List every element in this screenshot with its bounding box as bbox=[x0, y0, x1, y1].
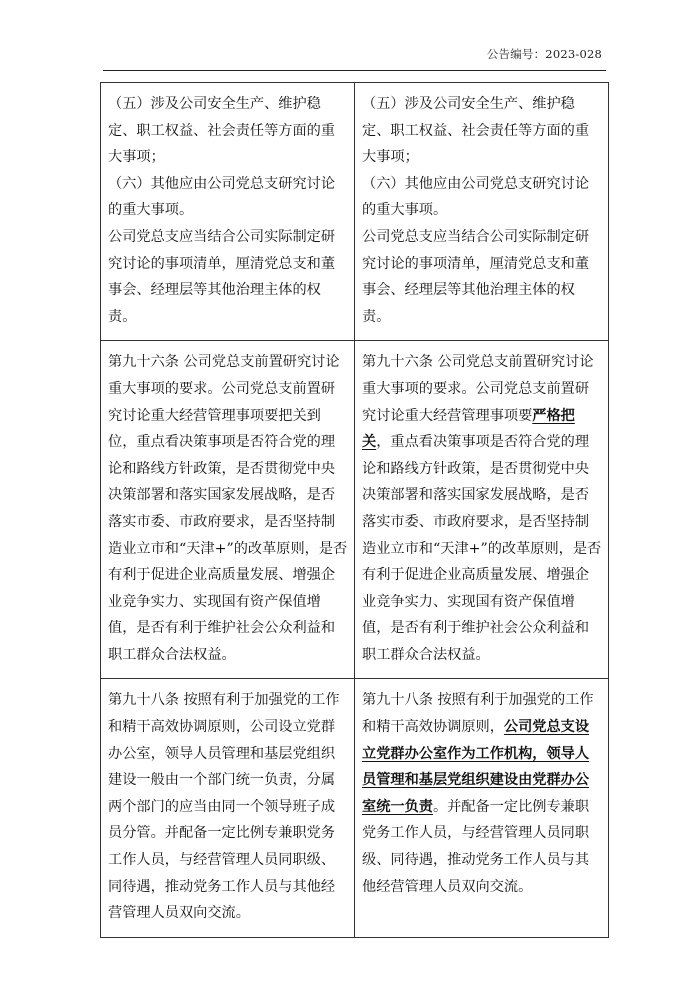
paragraph bbox=[108, 224, 348, 330]
table-row bbox=[101, 341, 609, 679]
paragraph-text: 公司党总支应当结合公司实际制定研究讨论的事项清单，厘清党总支和董事会、经理层等其他治理主体的权责。 bbox=[362, 228, 590, 325]
comparison-table-body bbox=[101, 83, 609, 938]
paragraph-text: ，重点看决策事项是否符合党的理论和路线方针政策，是否贯彻党中央决策部署和落实国家发展战略，是否落实市委、市政府要求，是否坚持制造业立市和“天津+”的改革原则，是否有利于促进企业高质量发展、增强企业竞争实力、实现国有资产保值增值，是否有利于维护社会公众利益和职工群众合法权益。 bbox=[362, 434, 602, 663]
paragraph bbox=[108, 349, 348, 668]
paragraph-text: （六）其他应由公司党总支研究讨论的重大事项。 bbox=[362, 175, 590, 219]
paragraph bbox=[362, 687, 602, 900]
revised-text-cell bbox=[355, 83, 609, 341]
paragraph bbox=[108, 91, 348, 171]
revised-text-cell bbox=[355, 679, 609, 937]
table-row bbox=[101, 83, 609, 341]
original-text-cell bbox=[101, 83, 355, 341]
paragraph-text: 。并配备一定比例专兼职党务工作人员，与经营管理人员同职级、同待遇，推动党务工作人员与其他经营管理人员双向交流。 bbox=[362, 798, 590, 895]
announcement-number: 公告编号：2023-028 bbox=[486, 47, 602, 61]
paragraph bbox=[108, 687, 348, 926]
revised-text-cell bbox=[355, 341, 609, 679]
revised-highlight-text: 公司党总支设立党群办公室作为工作机构，领导人员管理和基层党组织建设由党群办公室统一负责 bbox=[362, 719, 590, 815]
paragraph-text: 第九十八条 按照有利于加强党的工作和精干高效协调原则， bbox=[362, 692, 594, 736]
paragraph-text: 第九十六条 公司党总支前置研究讨论重大事项的要求。公司党总支前置研究讨论重大经营管理事项要把关到位，重点看决策事项是否符合党的理论和路线方针政策，是否贯彻党中央决策部署和落实国家发展战略，是否落实市委、市政府要求，是否坚持制造业立市和“天津+”的改革原则，是否有利于促进企业高质量发展、增强企业竞争实力、实现国有资产保值增值，是否有利于维护社会公众利益和职工群众合法权益。 bbox=[108, 354, 348, 663]
original-text-cell bbox=[101, 679, 355, 937]
paragraph bbox=[362, 91, 602, 171]
paragraph bbox=[362, 349, 602, 668]
paragraph bbox=[108, 171, 348, 224]
paragraph-text: 公司党总支应当结合公司实际制定研究讨论的事项清单，厘清党总支和董事会、经理层等其他治理主体的权责。 bbox=[108, 228, 336, 325]
revised-highlight-text: 严格把关 bbox=[362, 407, 575, 451]
original-text-cell bbox=[101, 341, 355, 679]
paragraph-text: （五）涉及公司安全生产、维护稳定、职工权益、社会责任等方面的重大事项； bbox=[362, 96, 590, 166]
comparison-table bbox=[100, 82, 609, 938]
header-divider bbox=[103, 70, 606, 71]
paragraph bbox=[362, 224, 602, 330]
paragraph-text: （五）涉及公司安全生产、维护稳定、职工权益、社会责任等方面的重大事项； bbox=[108, 96, 336, 166]
paragraph-text: （六）其他应由公司党总支研究讨论的重大事项。 bbox=[108, 175, 336, 219]
table-row bbox=[101, 679, 609, 937]
paragraph-text: 第九十八条 按照有利于加强党的工作和精干高效协调原则，公司设立党群办公室，领导人员管理和基层党组织建设一般由一个部门统一负责，分属两个部门的应当由同一个领导班子成员分管。并配备一定比例专兼职党务工作人员，与经营管理人员同职级、同待遇，推动党务工作人员与其他经营管理人员双向交流。 bbox=[108, 692, 340, 922]
paragraph bbox=[362, 171, 602, 224]
paragraph-text: 第九十六条 公司党总支前置研究讨论重大事项的要求。公司党总支前置研究讨论重大经营管理事项要 bbox=[362, 354, 594, 424]
